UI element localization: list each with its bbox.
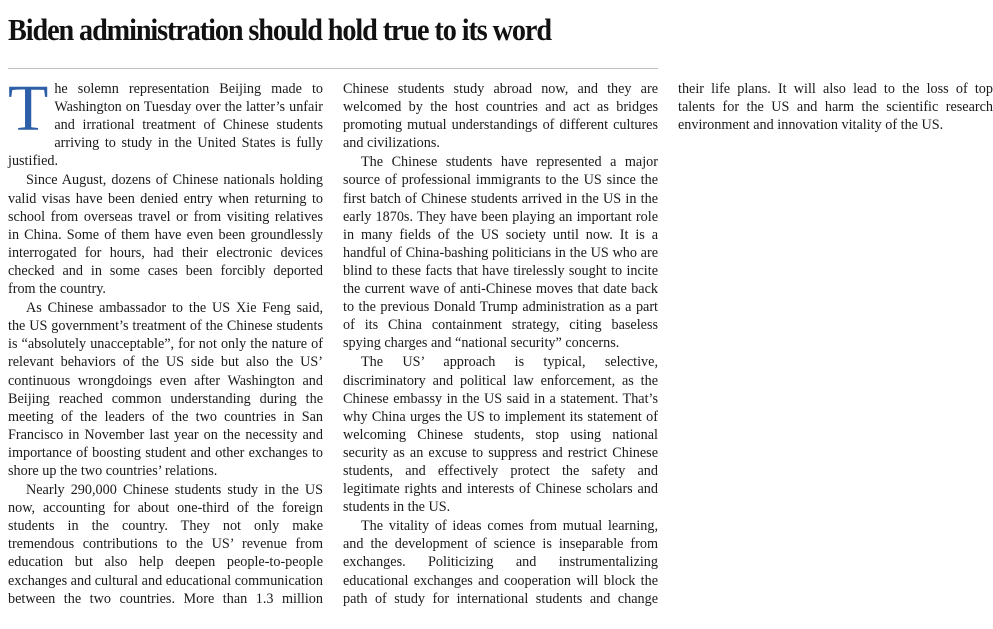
paragraph-1: [8, 72, 323, 170]
article: [8, 8, 993, 623]
paragraph-7: The vitality of ideas comes from mutual learning, and the development of science is inseparable from exchanges. Politicizing and instrumentalizing educational exchanges and cooperation will block the path of study for international students and change their life plans. It will also lead to the loss of top talents for the US and harm the scientific research environment and innovation vitality of the US.: [343, 81, 993, 607]
paragraph-3: As Chinese ambassador to the US Xie Feng said, the US government’s treatment of the Chinese students is “absolutely unacceptable”, for not only the nature of relevant behaviors of the US side but also the US’ continuous wrongdoings even after Washington and Beijing reached common understanding during the meeting of the leaders of the two countries in San Francisco in November last year on the necessity and importance of boosting student and other exchanges to shore up the two countries’ relations.: [8, 300, 323, 479]
headline-rule: [8, 68, 658, 69]
paragraph-1-text: he solemn representation Beijing made to Washington on Tuesday over the latter’s unfair and irrational treatment of Chinese students arriving to study in the United States is fully justified.: [8, 81, 323, 170]
article-body: [8, 72, 993, 625]
headline: Biden administration should hold true to its word: [8, 12, 551, 47]
paragraph-5: The Chinese students have represented a major source of professional immigrants to the US since the first batch of Chinese students arrived in the US in the early 1870s. They have been playing an important role in many fields of the US society until now. It is a handful of China-bashing politicians in the US who are blind to these facts that have tirelessly sought to incite the current wave of anti-Chinese moves that date back to the previous Donald Trump administration as a part of its China containment strategy, citing baseless spying charges and “national security” concerns.: [343, 154, 658, 352]
drop-cap: T: [8, 72, 49, 145]
paragraph-6: The US’ approach is typical, selective, discriminatory and political law enforcement, as the Chinese embassy in the US said in a statement. That’s why China urges the US to implement its statement of welcoming Chinese students, stop using national security as an excuse to suppress and restrict Chinese students, and effectively protect the safety and legitimate rights and interests of Chinese scholars and students in the US.: [343, 354, 658, 516]
paragraph-2: Since August, dozens of Chinese nationals holding valid visas have been denied entry when returning to school from overseas travel or from visiting relatives in China. Some of them have even been groundlessly interrogated for hours, had their electronic devices checked and in some cases been forcibly deported from the country.: [8, 172, 323, 298]
paragraph-4: Nearly 290,000 Chinese students study in the US now, accounting for about one-third of the foreign students in the country. They not only make tremendous contributions to the US’ revenue from education but also help deepen people-to-people exchanges and cultural and educational communication between the two countries. More than 1.3 million Chinese students study abroad now, and they are welcomed by the host countries and act as bridges promoting mutual understandings of different cultures and civilizations.: [8, 81, 658, 607]
